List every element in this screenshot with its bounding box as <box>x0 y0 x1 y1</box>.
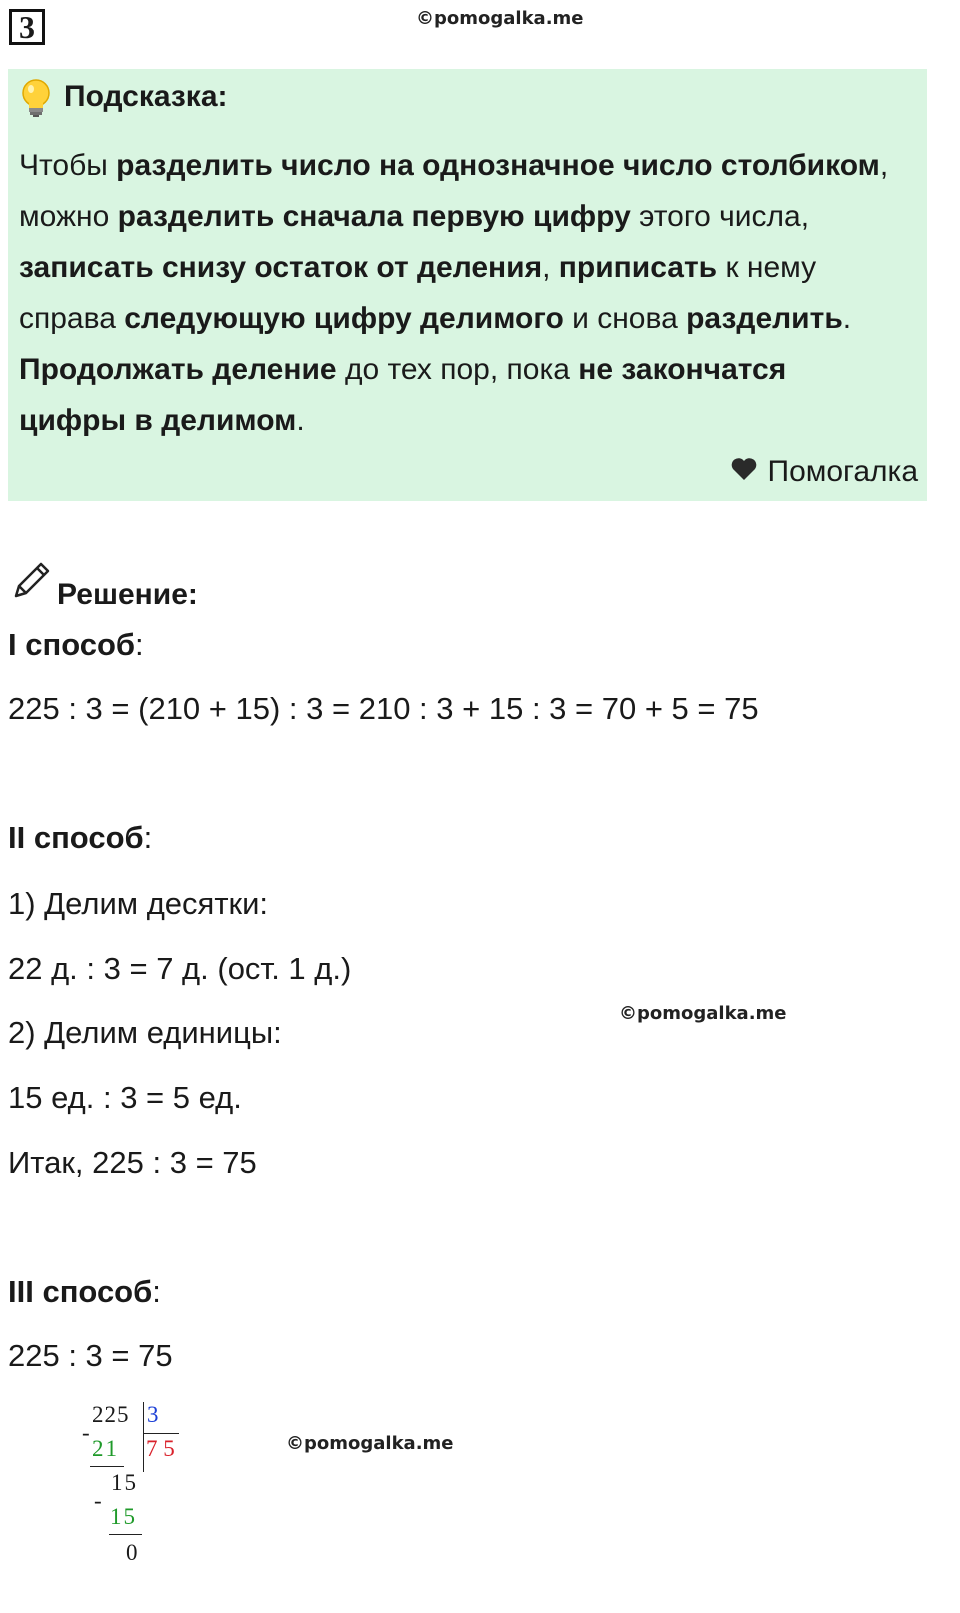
lightbulb-icon <box>19 78 53 123</box>
conclusion: Итак, 225 : 3 = 75 <box>8 1145 257 1180</box>
pencil-icon <box>10 560 52 607</box>
watermark-bottom: ©pomogalka.me <box>286 1433 454 1454</box>
step-1-label: 1) Делим десятки: <box>8 886 269 921</box>
task-number: 3 <box>9 9 45 45</box>
hint-title: Подсказка: <box>64 80 228 113</box>
watermark-middle: ©pomogalka.me <box>619 1003 787 1024</box>
step-2-label: 2) Делим единицы: <box>8 1015 282 1050</box>
dividend: 225 <box>92 1402 130 1427</box>
method-1-heading: I способ: <box>8 627 144 662</box>
watermark-top: ©pomogalka.me <box>416 8 584 29</box>
signature-text: Помогалка <box>767 455 918 488</box>
hint-line-5: Продолжать деление до тех пор, пока не закончатся <box>19 353 787 386</box>
method-2-heading: II способ: <box>8 820 153 855</box>
long-division <box>80 1402 200 1572</box>
step-1-calc: 22 д. : 3 = 7 д. (ост. 1 д.) <box>8 951 352 986</box>
underline-2 <box>109 1534 142 1535</box>
hint-line-1: Чтобы разделить число на однозначное число столбиком, <box>19 149 889 182</box>
subtrahend-2: 15 <box>110 1504 137 1529</box>
subtrahend-1: 21 <box>92 1436 119 1461</box>
method-3-heading: III способ: <box>8 1274 161 1309</box>
division-vertical-line <box>143 1402 144 1472</box>
hint-text <box>19 140 924 446</box>
hint-line-3: записать снизу остаток от деления, приписать к нему <box>19 251 817 284</box>
hint-line-4: справа следующую цифру делимого и снова разделить. <box>19 302 852 335</box>
solution-title: Решение: <box>57 578 198 611</box>
hint-line-2: можно разделить сначала первую цифру этого числа, <box>19 200 810 233</box>
hint-line-6: цифры в делимом. <box>19 404 305 437</box>
method-3-expression: 225 : 3 = 75 <box>8 1338 173 1373</box>
remainder-1: 15 <box>111 1470 138 1495</box>
underline-1 <box>90 1466 124 1467</box>
method-1-expression: 225 : 3 = (210 + 15) : 3 = 210 : 3 + 15 : 3 = 70 + 5 = 75 <box>8 691 759 726</box>
quotient: 7 5 <box>146 1436 175 1461</box>
minus-sign-2: - <box>94 1488 102 1513</box>
hint-signature <box>730 455 919 489</box>
divisor: 3 <box>147 1402 159 1427</box>
divisor-underline <box>143 1433 179 1434</box>
remainder-2: 0 <box>126 1540 138 1565</box>
minus-sign-1: - <box>82 1420 90 1445</box>
heart-icon <box>730 455 758 489</box>
step-2-calc: 15 ед. : 3 = 5 ед. <box>8 1080 242 1115</box>
